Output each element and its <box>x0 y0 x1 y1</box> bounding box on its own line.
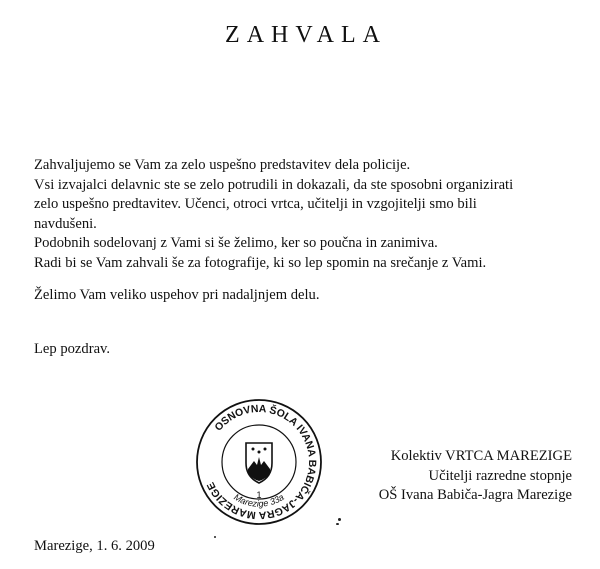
body-line: zelo uspešno predtavitev. Učenci, otroci vrtca, učitelji in vzgojitelji smo bili <box>34 196 477 212</box>
stamp-ring-text: OSNOVNA ŠOLA IVANA BABIČA-JAGRA MAREZIGE <box>204 402 319 522</box>
scan-speck <box>214 536 216 538</box>
stamp-number: 1 <box>256 490 262 500</box>
signature-line: Učitelji razredne stopnje <box>428 467 572 484</box>
greeting: Lep pozdrav. <box>34 341 111 357</box>
closing-wish: Želimo Vam veliko uspehov pri nadaljnjem delu. <box>34 287 320 303</box>
stamp-address-text: Marezige 33a <box>232 491 286 509</box>
signature-line: OŠ Ivana Babiča-Jagra Marezige <box>378 487 572 504</box>
body-line: Vsi izvajalci delavnic ste se zelo potrudili in dokazali, da ste sposobni organizirati <box>34 176 514 193</box>
document-title: ZAHVALA <box>225 22 387 48</box>
slovenian-coat-of-arms-icon <box>246 443 272 483</box>
scan-speck <box>336 523 339 525</box>
body-line: Zahvaljujemo se Vam za zelo uspešno predstavitev dela policije. <box>34 157 411 173</box>
school-stamp <box>194 397 324 527</box>
body-line: Podobnih sodelovanj z Vami si še želimo, ker so poučna in zanimiva. <box>34 235 438 251</box>
scan-speck <box>338 518 341 521</box>
signature-block <box>379 447 572 506</box>
date-place: Marezige, 1. 6. 2009 <box>34 538 155 554</box>
body-line: navdušeni. <box>34 215 97 232</box>
signature-line: Kolektiv VRTCA MAREZIGE <box>390 448 572 464</box>
body-paragraph <box>34 156 534 273</box>
body-line: Radi bi se Vam zahvali še za fotografije, ki so lep spomin na srečanje z Vami. <box>34 254 487 271</box>
